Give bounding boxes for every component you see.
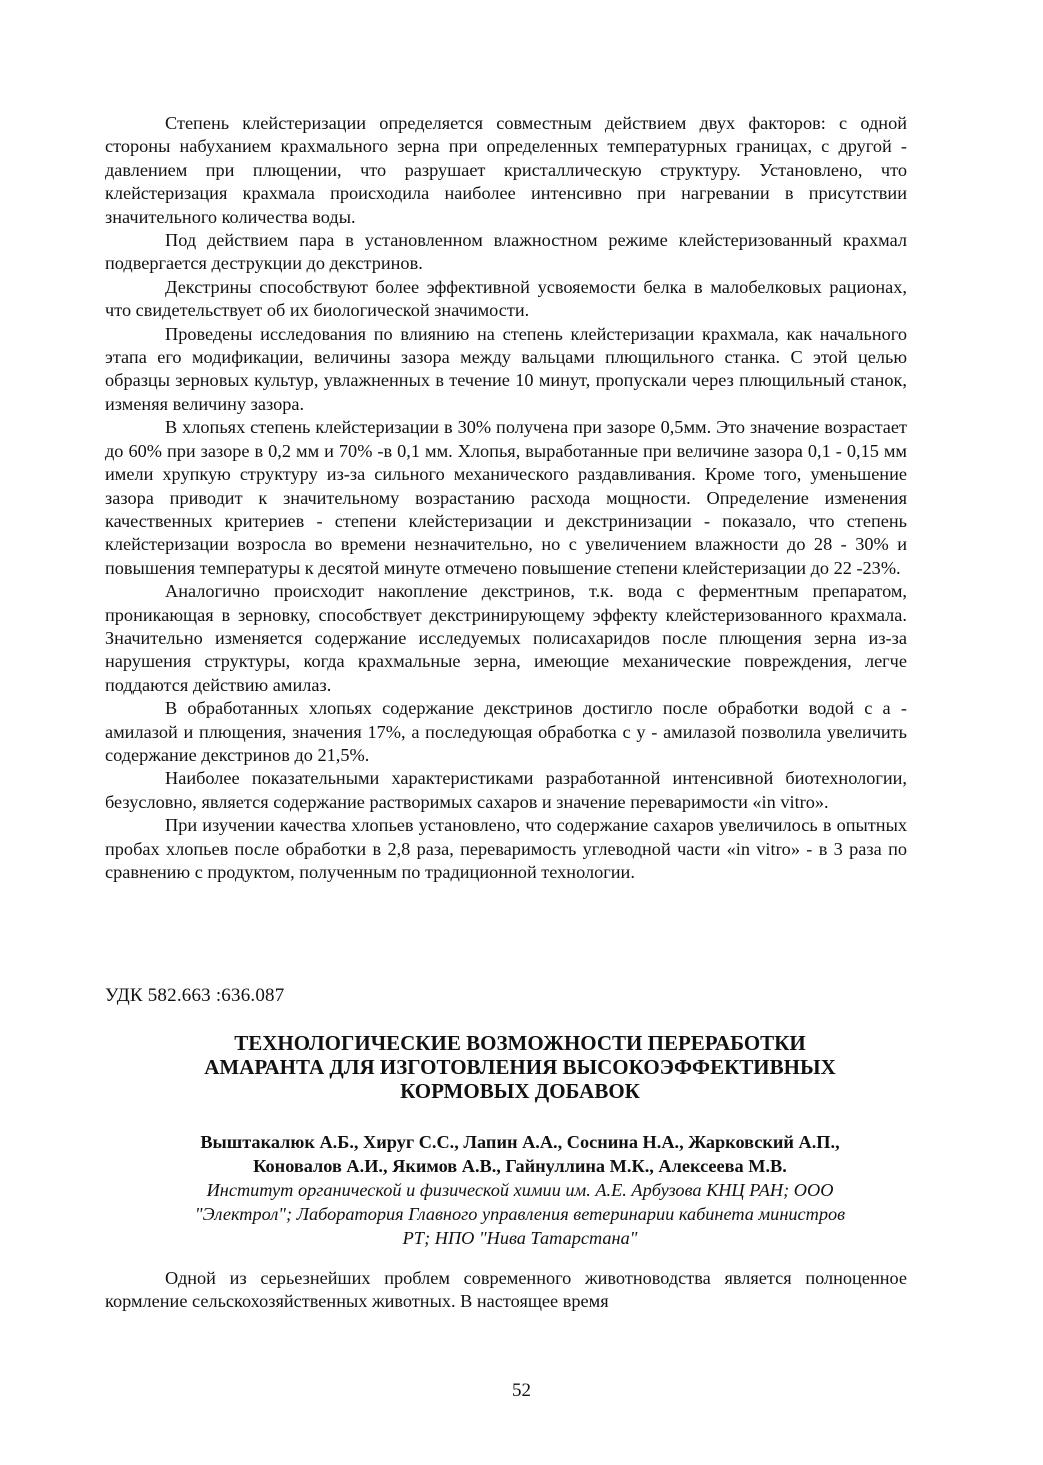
paragraph: Проведены исследования по влиянию на степень клейстеризации крахмала, как начального этапа его модификации, величины зазора между вальцами плющильного станка. С этой целью образцы зерновых культур, увлажненных в течение 10 минут, пропускали через плющильный станок, изменяя величину зазора.: [105, 323, 907, 414]
affiliation-line: РТ; НПО "Нива Татарстана": [402, 1228, 638, 1248]
paragraph: При изучении качества хлопьев установлено, что содержание сахаров увеличилось в опытных пробах хлопьев после обработки в 2,8 раза, переваримость углеводной части «in vitro» - в 3 раза по сравнению с продуктом, полученным по традиционной технологии.: [105, 815, 907, 882]
affiliation: [80, 1178, 960, 1250]
paragraph: Декстрины способствуют более эффективной усвояемости белка в малобелковых рационах, что свидетельствует об их биологической значимости.: [105, 276, 907, 321]
article-intro: [105, 1267, 907, 1314]
paragraph: Под действием пара в установленном влажностном режиме клейстеризованный крахмал подвергается деструкции до декстринов.: [105, 230, 907, 274]
article-title: [80, 1031, 960, 1103]
article-continuation: [105, 112, 907, 884]
authors-line: Коновалов А.И., Якимов А.В., Гайнуллина М.К., Алексеева М.В.: [253, 1156, 787, 1176]
udc-code: УДК 582.663 :636.087: [105, 985, 285, 1006]
article-title-line: ТЕХНОЛОГИЧЕСКИЕ ВОЗМОЖНОСТИ ПЕРЕРАБОТКИ: [234, 1031, 806, 1055]
affiliation-line: Институт органической и физической химии им. А.Е. Арбузова КНЦ РАН; ООО: [206, 1180, 834, 1200]
paragraph: В обработанных хлопьях содержание декстринов достигло после обработки водой с а - амилазой и плющения, значения 17%, а последующая обработка с у - амилазой позволила увеличить содержание декстринов до 21,5%.: [105, 698, 907, 765]
paragraph: Аналогично происходит накопление декстринов, т.к. вода с ферментным препаратом, проникающая в зерновку, способствует декстринирующему эффекту клейстеризованного крахмала. Значительно изменяется содержание исследуемых полисахаридов после плющения зерна из-за нарушения структуры, когда крахмальные зерна, имеющие механические повреждения, легче поддаются действию амилаз.: [105, 581, 907, 695]
affiliation-line: "Электрол"; Лаборатория Главного управления ветеринарии кабинета министров: [194, 1204, 846, 1224]
article-title-line: КОРМОВЫХ ДОБАВОК: [400, 1079, 640, 1103]
authors: [80, 1130, 960, 1178]
paragraph: В хлопьях степень клейстеризации в 30% получена при зазоре 0,5мм. Это значение возрастает до 60% при зазоре в 0,2 мм и 70% -в 0,1 мм. Хлопья, выработанные при величине зазора 0,1 - 0,15 мм имели хрупкую структуру из-за сильного механического раздавливания. Кроме того, уменьшение зазора приводит к значительному возрастанию расхода мощности. Определение изменения качественных критериев - степени клейстеризации и декстринизации - показало, что степень клейстеризации возросла во времени незначительно, но с увеличением влажности до 28 - 30% и повышения температуры к десятой минуте отмечено повышение степени клейстеризации до 22 -23%.: [105, 417, 907, 578]
article-title-line: АМАРАНТА ДЛЯ ИЗГОТОВЛЕНИЯ ВЫСОКОЭФФЕКТИВНЫХ: [204, 1055, 836, 1079]
paragraph: Степень клейстеризации определяется совместным действием двух факторов: с одной стороны набуханием крахмального зерна при определенных температурных границах, с другой - давлением при плющении, что разрушает кристаллическую структуру. Установлено, что клейстеризация крахмала происходила наиболее интенсивно при нагревании в присутствии значительного количества воды.: [105, 113, 907, 227]
paragraph: Наиболее показательными характеристиками разработанной интенсивной биотехнологии, безусловно, является содержание растворимых сахаров и значение переваримости «in vitro».: [105, 768, 907, 812]
intro-paragraph: Одной из серьезнейших проблем современного животноводства является полноценное кормление сельскохозяйственных животных. В настоящее время: [105, 1268, 907, 1312]
authors-line: Выштакалюк А.Б., Хируг С.С., Лапин А.А., Соснина Н.А., Жарковский А.П.,: [200, 1132, 840, 1152]
page-number: 52: [512, 1380, 531, 1401]
